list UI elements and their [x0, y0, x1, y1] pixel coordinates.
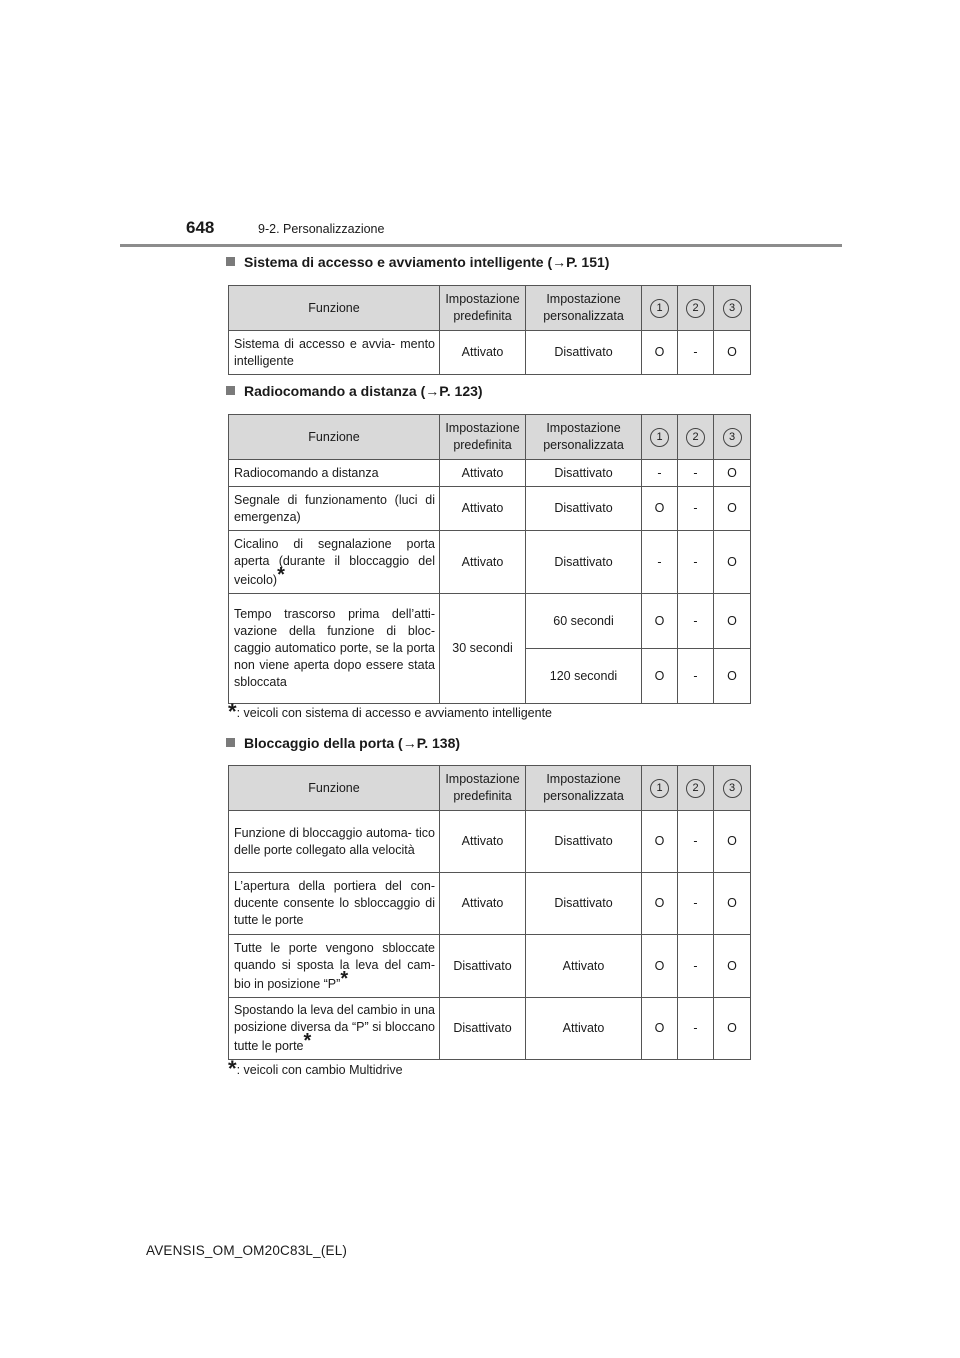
heading-text: Sistema di accesso e avviamento intelligente (→P. 151) [244, 254, 610, 270]
row-funzione: L’apertura della portiera del con- ducente consente lo sbloccaggio di tutte le porte [229, 873, 440, 935]
row-predefinita: Disattivato [440, 998, 526, 1060]
table-radiocomando [228, 414, 751, 704]
row-personalizzata: Attivato [526, 935, 642, 998]
heading-radiocomando [226, 383, 483, 399]
row-c1: - [642, 460, 678, 487]
asterisk-marker: * [228, 1056, 237, 1081]
row-c3: O [714, 487, 751, 531]
row-personalizzata: 120 secondi [526, 649, 642, 704]
table-header-row [229, 415, 751, 460]
heading-text: Bloccaggio della porta (→P. 138) [244, 735, 461, 751]
header-rule [120, 244, 842, 247]
table-header-row [229, 286, 751, 331]
row-personalizzata: Disattivato [526, 531, 642, 594]
row-c1: - [642, 531, 678, 594]
asterisk-marker: * [277, 563, 285, 586]
asterisk-marker: * [303, 1030, 312, 1052]
row-predefinita: 30 secondi [440, 594, 526, 704]
row-personalizzata: 60 secondi [526, 594, 642, 649]
row-c2: - [678, 873, 714, 935]
row-c3: O [714, 460, 751, 487]
row-funzione [229, 531, 440, 594]
row-predefinita: Disattivato [440, 935, 526, 998]
col-predefinita: Impostazione predefinita [440, 286, 526, 331]
circle-2-icon: 2 [686, 428, 705, 447]
row-c3: O [714, 873, 751, 935]
row-personalizzata: Attivato [526, 998, 642, 1060]
row-c2: - [678, 594, 714, 649]
circle-1-icon: 1 [650, 428, 669, 447]
page-number: 648 [186, 218, 215, 237]
row-predefinita: Attivato [440, 487, 526, 531]
row-c3: O [714, 935, 751, 998]
table-row [229, 935, 751, 998]
row-personalizzata: Disattivato [526, 331, 642, 375]
circle-1-icon: 1 [650, 779, 669, 798]
circle-2-icon: 2 [686, 299, 705, 318]
footer-document-code: AVENSIS_OM_OM20C83L_(EL) [146, 1243, 348, 1258]
row-funzione: Sistema di accesso e avvia- mento intelligente [229, 331, 440, 375]
row-funzione-text: Cicalino di segnalazione porta aperta (durante il bloccaggio del veicolo) [234, 536, 435, 587]
table-accesso-avviamento [228, 285, 751, 375]
row-c2: - [678, 649, 714, 704]
table-row [229, 811, 751, 873]
row-c1: O [642, 935, 678, 998]
row-c1: O [642, 331, 678, 375]
row-c1: O [642, 998, 678, 1060]
asterisk-marker: * [228, 699, 237, 724]
row-c1: O [642, 811, 678, 873]
circle-3-icon: 3 [723, 299, 742, 318]
row-c1: O [642, 594, 678, 649]
row-funzione: Segnale di funzionamento (luci di emergenza) [229, 487, 440, 531]
table-row [229, 873, 751, 935]
col-personalizzata: Impostazione personalizzata [526, 286, 642, 331]
col-predefinita: Impostazione predefinita [440, 415, 526, 460]
table-row [229, 531, 751, 594]
table-row [229, 998, 751, 1060]
table-row [229, 460, 751, 487]
row-c3: O [714, 594, 751, 649]
footnote-text: : veicoli con cambio Multidrive [236, 1063, 403, 1077]
row-c3: O [714, 649, 751, 704]
heading-bloccaggio-porta [226, 735, 460, 751]
col-funzione: Funzione [229, 766, 440, 811]
circle-3-icon: 3 [723, 779, 742, 798]
row-c1: O [642, 649, 678, 704]
row-funzione [229, 998, 440, 1060]
table-bloccaggio-porta [228, 765, 751, 1060]
row-c3: O [714, 531, 751, 594]
row-c2: - [678, 531, 714, 594]
row-personalizzata: Disattivato [526, 873, 642, 935]
col-funzione: Funzione [229, 286, 440, 331]
row-funzione [229, 935, 440, 998]
row-predefinita: Attivato [440, 811, 526, 873]
row-c1: O [642, 873, 678, 935]
col-personalizzata: Impostazione personalizzata [526, 415, 642, 460]
heading-accesso-avviamento [226, 254, 609, 270]
row-c2: - [678, 331, 714, 375]
row-predefinita: Attivato [440, 460, 526, 487]
table-row [229, 331, 751, 375]
table-row [229, 594, 751, 649]
circle-3-icon: 3 [723, 428, 742, 447]
heading-text: Radiocomando a distanza (→P. 123) [244, 383, 483, 399]
row-funzione: Tempo trascorso prima dell’atti- vazione della funzione di bloc- caggio automatico porte, se la porta non viene aperta dopo essere stata sbloccata [229, 594, 440, 704]
footnote-text: : veicoli con sistema di accesso e avviamento intelligente [236, 706, 552, 720]
row-personalizzata: Disattivato [526, 487, 642, 531]
row-c3: O [714, 811, 751, 873]
section-title: 9-2. Personalizzazione [258, 222, 385, 236]
circle-1-icon: 1 [650, 299, 669, 318]
row-personalizzata: Disattivato [526, 811, 642, 873]
row-c1: O [642, 487, 678, 531]
row-c2: - [678, 998, 714, 1060]
footnote-accesso [228, 699, 552, 724]
asterisk-marker: * [340, 967, 349, 990]
row-funzione-text: Tutte le porte vengono sbloccate quando si sposta la leva del cam- bio in posizione “P” [234, 940, 435, 991]
square-bullet-icon [226, 257, 235, 266]
row-c2: - [678, 811, 714, 873]
row-predefinita: Attivato [440, 873, 526, 935]
table-header-row [229, 766, 751, 811]
col-personalizzata: Impostazione personalizzata [526, 766, 642, 811]
row-c2: - [678, 460, 714, 487]
row-predefinita: Attivato [440, 331, 526, 375]
row-personalizzata: Disattivato [526, 460, 642, 487]
col-funzione: Funzione [229, 415, 440, 460]
row-funzione-text: Spostando la leva del cambio in una posizione diversa da “P” si bloccano tutte le porte [234, 1003, 435, 1053]
row-c2: - [678, 487, 714, 531]
col-predefinita: Impostazione predefinita [440, 766, 526, 811]
square-bullet-icon [226, 738, 235, 747]
footnote-multidrive [228, 1056, 403, 1081]
row-c3: O [714, 331, 751, 375]
row-c3: O [714, 998, 751, 1060]
row-c2: - [678, 935, 714, 998]
table-row [229, 487, 751, 531]
row-funzione: Funzione di bloccaggio automa- tico delle porte collegato alla velocità [229, 811, 440, 873]
row-funzione: Radiocomando a distanza [229, 460, 440, 487]
row-predefinita: Attivato [440, 531, 526, 594]
square-bullet-icon [226, 386, 235, 395]
circle-2-icon: 2 [686, 779, 705, 798]
